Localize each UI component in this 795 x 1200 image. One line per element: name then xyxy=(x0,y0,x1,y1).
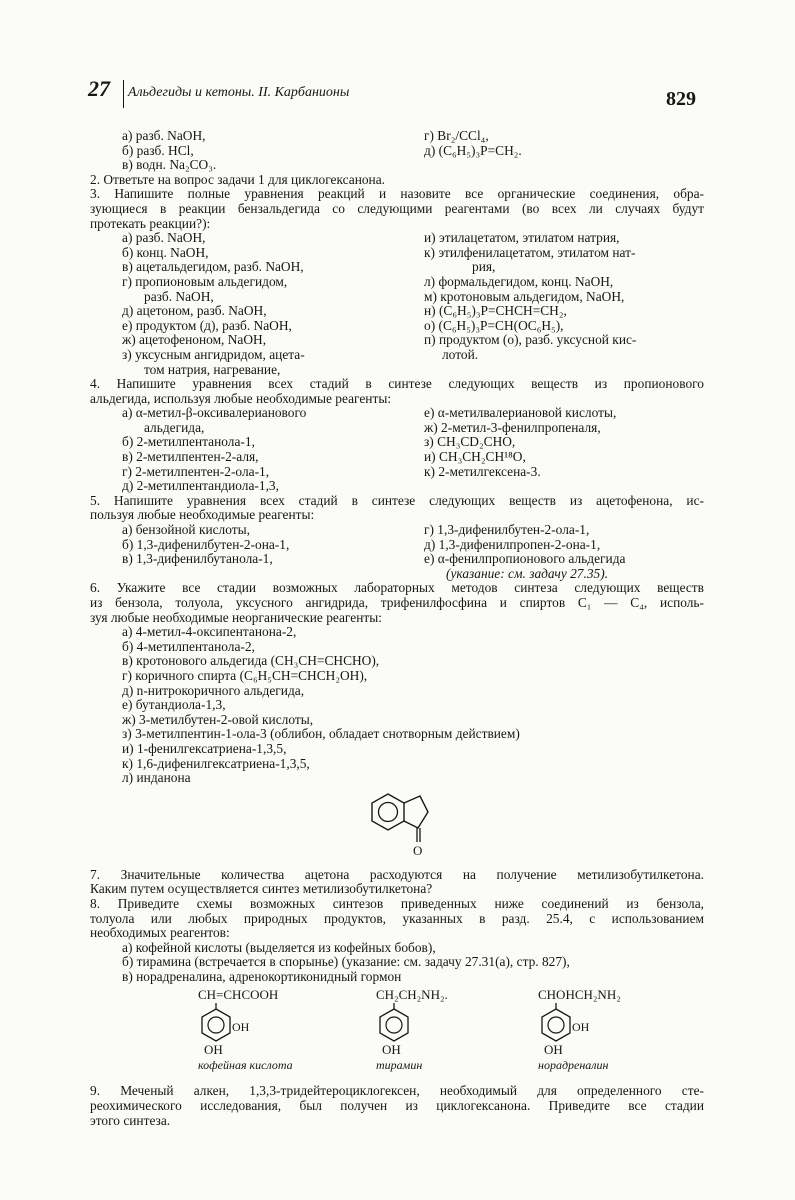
row xyxy=(90,231,704,246)
item: к) этилфенилацетатом, этилатом нат- xyxy=(424,244,636,260)
item: м) кротоновым альдегидом, NaOH, xyxy=(424,288,625,304)
row xyxy=(90,435,704,450)
header-divider xyxy=(123,80,124,108)
item: разб. NaOH, xyxy=(144,288,214,304)
item: б) 4-метилпентанола-2, xyxy=(122,638,255,654)
benzene-ring-icon xyxy=(376,1003,436,1043)
indanone-figure xyxy=(90,786,704,868)
oh-group: OH xyxy=(382,1042,401,1058)
item: в) норадреналина, адренокортиконидный гормон xyxy=(122,968,402,984)
item: г) коричного спирта (C₆H₅CH=CHCH₂OH), xyxy=(122,667,368,683)
problem-6-text: зуя любые необходимые неорганические реагенты: xyxy=(90,609,382,625)
item: рия, xyxy=(472,259,496,275)
oh-group: OH xyxy=(572,1020,590,1035)
row xyxy=(90,275,704,290)
benzene-ring-icon xyxy=(538,1003,598,1043)
row xyxy=(90,465,704,480)
caffeic-acid-structure xyxy=(198,988,293,1072)
item: д) ацетоном, разб. NaOH, xyxy=(122,303,267,319)
item: л) инданона xyxy=(122,770,191,786)
problem-3-text: протекать реакции?): xyxy=(90,215,211,231)
row xyxy=(90,421,704,436)
item: в) кротонового альдегида (CH₃CH=CHCHO), xyxy=(122,653,380,669)
item: з) уксусным ангидридом, ацета- xyxy=(122,346,305,362)
row xyxy=(90,304,704,319)
problem-8-text: 8. Приведите схемы возможных синтезов приведенных ниже соединений из бензола, xyxy=(90,895,704,911)
item: а) бензойной кислоты, xyxy=(122,522,250,538)
problem-8-text: необходимых реагентов: xyxy=(90,925,230,941)
item: ж) ацетофеноном, NaOH, xyxy=(122,332,267,348)
item: г) 1,3-дифенилбутен-2-ола-1, xyxy=(424,522,590,538)
item: а) 4-метил-4-оксипентанона-2, xyxy=(122,624,297,640)
row xyxy=(90,158,704,173)
item: б) тирамина (встречается в спорынье) (указание: см. задачу 27.31(а), стр. 827), xyxy=(122,954,570,970)
item: том натрия, нагревание, xyxy=(144,361,281,377)
problem-5-text: 5. Напишите уравнения всех стадий в синтезе следующих веществ из ацетофенона, ис- xyxy=(90,492,704,508)
reagent-g: г) Br₂/CCl₄, xyxy=(424,128,489,143)
item: а) разб. NaOH, xyxy=(122,230,206,246)
row xyxy=(90,450,704,465)
caption: норадреналин xyxy=(538,1057,609,1072)
item: альдегида, xyxy=(144,419,205,435)
problem-2: 2. Ответьте на вопрос задачи 1 для циклогексанона. xyxy=(90,171,386,187)
carbonyl-oxygen: O xyxy=(413,842,423,858)
item: ж) 2-метил-3-фенилпропеналя, xyxy=(424,419,601,435)
oh-group: OH xyxy=(544,1042,563,1058)
item: д) 1,3-дифенилпропен-2-она-1, xyxy=(424,536,601,552)
problem-6-text: из бензола, толуола, уксусного ангидрида, трифенилфосфина и спиртов C₁ — C₄, исполь- xyxy=(90,595,704,610)
noradrenaline-structure xyxy=(538,988,621,1072)
item: в) ацетальдегидом, разб. NaOH, xyxy=(122,259,304,275)
chapter-title: Альдегиды и кетоны. II. Карбанионы xyxy=(128,85,350,100)
item: н) (C₆H₅)₃P=CHCH=CH₂, xyxy=(424,303,567,319)
problem-9-text: 9. Меченый алкен, 1,3,3-тридейтероциклогексен, необходимый для определенного сте- xyxy=(90,1083,704,1099)
substituent-label: CHOHCH₂NH₂ xyxy=(538,987,621,1003)
item: л) формальдегидом, конц. NaOH, xyxy=(424,273,614,289)
oh-group: OH xyxy=(204,1042,223,1058)
substituent-label: CH₂CH₂NH₂. xyxy=(376,987,448,1003)
item: з) 3-метилпентин-1-ола-3 (облибон, обладает снотворным действием) xyxy=(122,726,520,742)
item: п) продуктом (о), разб. уксусной кис- xyxy=(424,332,637,348)
item: в) 2-метилпентен-2-аля, xyxy=(122,449,259,465)
problem-4-text: альдегида, используя любые необходимые реагенты: xyxy=(90,390,392,406)
structures-row xyxy=(90,988,704,1074)
item: б) конц. NaOH, xyxy=(122,244,209,260)
substituent-label: CH=CHCOOH xyxy=(198,987,279,1003)
caption: тирамин xyxy=(376,1057,423,1072)
page-number: 829 xyxy=(666,88,696,110)
item: е) α-метилвалериановой кислоты, xyxy=(424,405,617,421)
problem-9-text: этого синтеза. xyxy=(90,1112,171,1128)
problem-8-text: толуола или любых природных продуктов, указанных в разд. 25.4, с использованием xyxy=(90,910,704,926)
row xyxy=(90,567,704,582)
tyramine-structure xyxy=(376,988,448,1072)
hint: (указание: см. задачу 27.35). xyxy=(446,565,609,581)
row xyxy=(90,246,704,261)
problem-5-text: пользуя любые необходимые реагенты: xyxy=(90,507,315,523)
problem-3-text: зующиеся в реакции бензальдегида со следующими реагентами (во всех ли случаях будут xyxy=(90,200,704,216)
row xyxy=(90,333,704,348)
item: д) 2-метилпентандиола-1,3, xyxy=(122,478,279,494)
row xyxy=(90,538,704,553)
item: ж) 3-метилбутен-2-овой кислоты, xyxy=(122,711,314,727)
row xyxy=(90,479,704,494)
item: б) 1,3-дифенилбутен-2-она-1, xyxy=(122,536,290,552)
item: и) этилацетатом, этилатом натрия, xyxy=(424,230,620,246)
page-body xyxy=(90,129,704,1128)
row xyxy=(90,523,704,538)
reagent-b: б) разб. HCl, xyxy=(122,142,194,158)
item: а) кофейной кислоты (выделяется из кофейных бобов), xyxy=(122,939,436,955)
item: и) CH₃CH₂CH¹⁸O, xyxy=(424,449,526,465)
reagent-v: в) водн. Na₂CO₃. xyxy=(122,157,217,173)
row xyxy=(90,348,704,363)
row xyxy=(90,260,704,275)
item: е) α-фенилпропионового альдегида xyxy=(424,551,626,567)
item: о) (C₆H₅)₃P=CH(OC₆H₅), xyxy=(424,317,564,333)
item: е) бутандиола-1,3, xyxy=(122,697,226,713)
row xyxy=(90,290,704,305)
item: г) 2-метилпентен-2-ола-1, xyxy=(122,463,270,479)
item: и) 1-фенилгексатриена-1,3,5, xyxy=(122,740,287,756)
problem-7-text: Каким путем осуществляется синтез метилизобутилкетона? xyxy=(90,881,433,897)
item: б) 2-метилпентанола-1, xyxy=(122,434,255,450)
benzene-ring-icon xyxy=(198,1003,258,1043)
item: в) 1,3-дифенилбутанола-1, xyxy=(122,551,273,567)
item: лотой. xyxy=(442,346,479,362)
reagent-a: а) разб. NaOH, xyxy=(122,128,206,143)
item: е) продуктом (д), разб. NaOH, xyxy=(122,317,292,333)
item: к) 2-метилгексена-3. xyxy=(424,463,541,479)
item: д) n-нитрокоричного альдегида, xyxy=(122,682,305,698)
problem-4-text: 4. Напишите уравнения всех стадий в синтезе следующих веществ из пропионового xyxy=(90,376,704,392)
row xyxy=(90,406,704,421)
row xyxy=(90,363,704,378)
caption: кофейная кислота xyxy=(198,1057,293,1072)
problem-6-text: 6. Укажите все стадии возможных лабораторных методов синтеза следующих веществ xyxy=(90,580,704,596)
row xyxy=(90,129,704,144)
item: г) пропионовым альдегидом, xyxy=(122,273,288,289)
row xyxy=(90,319,704,334)
page-header xyxy=(88,76,708,114)
problem-9-text: реохимического исследования, был получен из циклогексанона. Приведите все стадии xyxy=(90,1098,704,1114)
item: к) 1,6-дифенилгексатриена-1,3,5, xyxy=(122,755,310,771)
row xyxy=(90,144,704,159)
item: з) CH₃CD₂CHO, xyxy=(424,434,516,450)
problem-3-text: 3. Напишите полные уравнения реакций и назовите все органические соединения, обра- xyxy=(90,186,704,202)
row xyxy=(90,552,704,567)
oh-group: OH xyxy=(232,1020,250,1035)
problem-7-text: 7. Значительные количества ацетона расходуются на получение метилизобутилкетона. xyxy=(90,866,704,882)
reagent-d: д) (C₆H₅)₃P=CH₂. xyxy=(424,142,522,158)
item: а) α-метил-β-оксивалерианового xyxy=(122,405,307,421)
chapter-number: 27 xyxy=(88,76,110,101)
indanone-structure xyxy=(360,788,440,866)
